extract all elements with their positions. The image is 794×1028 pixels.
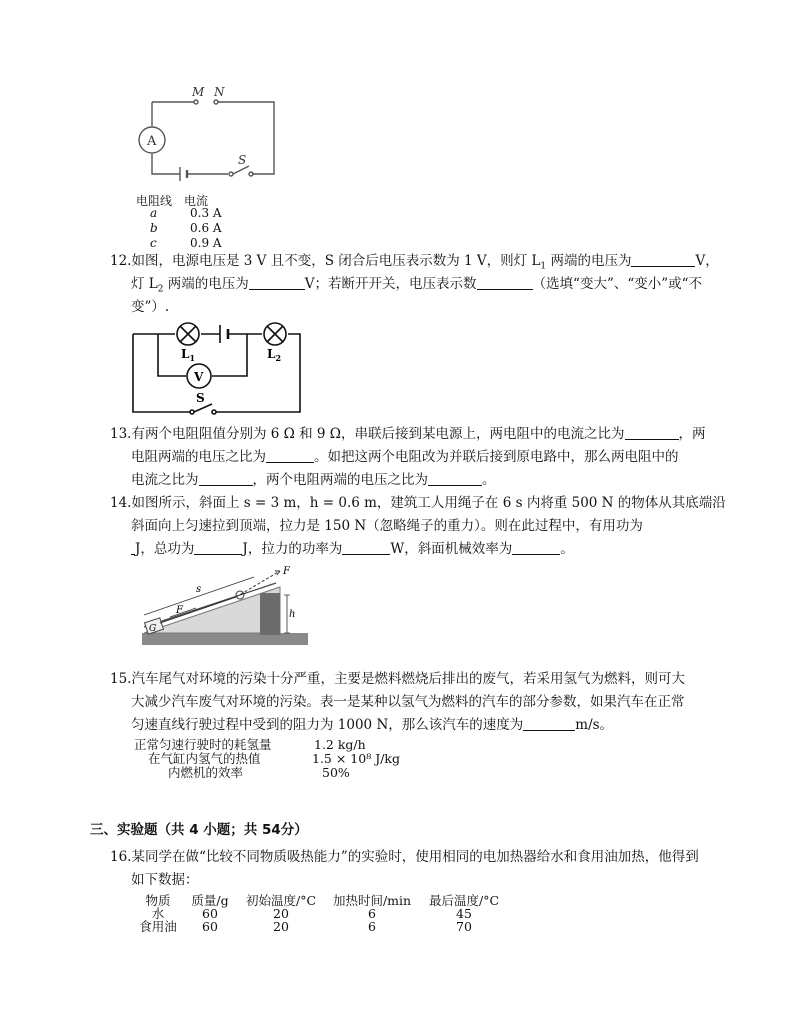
question-16: 16.某同学在做“比较不同物质吸热能力”的实验时，使用相同的电加热器给水和食用油加热，他得到 <box>110 849 699 865</box>
question-13-line3: 电流之比为 ，两个电阻两端的电压之比为 。 <box>131 472 496 488</box>
force-label-top: F <box>283 566 290 577</box>
ammeter-circuit-diagram <box>130 82 290 192</box>
question-15-line3: 匀速直线行驶过程中受到的阻力为 1000 N，那么该汽车的速度为 m/s。 <box>131 717 614 733</box>
incline-diagram <box>140 565 310 647</box>
label-m: M <box>192 85 205 99</box>
answer-blank[interactable] <box>199 471 253 486</box>
answer-blank[interactable] <box>477 275 533 290</box>
answer-blank[interactable] <box>512 540 560 555</box>
table-row: 内燃机的效率 50% <box>168 765 350 780</box>
lamp-l1-label: $L_1$ <box>181 347 196 363</box>
question-number: 14. <box>110 495 132 511</box>
table-row: 水 60 20 6 45 <box>151 906 472 921</box>
question-13: 13.有两个电阻阻值分别为 6 Ω 和 9 Ω，串联后接到某电源上，两电阻中的电流之比为 ，两 <box>110 426 706 442</box>
question-16-line2: 如下数据： <box>131 872 199 888</box>
question-14-line3: J，总功为 J，拉力的功率为 W，斜面机械效率为 。 <box>131 538 574 560</box>
question-number: 16. <box>110 849 132 865</box>
heating-data-table <box>132 894 510 933</box>
table-row: b 0.6 A <box>150 221 222 235</box>
switch-label: S <box>238 153 247 167</box>
table-row: 食用油 60 20 6 70 <box>139 919 472 934</box>
table-row: a 0.3 A <box>150 206 222 220</box>
weight-label: G <box>149 624 157 634</box>
answer-blank[interactable] <box>249 275 305 290</box>
answer-blank[interactable] <box>631 252 695 267</box>
label-n: N <box>214 85 225 99</box>
question-14-line2: 斜面向上匀速拉到顶端，拉力是 150 N（忽略绳子的重力）。则在此过程中，有用功为 <box>131 518 643 534</box>
lamp-circuit-diagram <box>128 322 308 418</box>
question-15: 15.汽车尾气对环境的污染十分严重，主要是燃料燃烧后排出的废气，若采用氢气为燃料，则可大 <box>110 671 685 687</box>
lamp-l2-label: $L_2$ <box>267 347 282 363</box>
table-row: 在气缸内氢气的热值 1.5 × 10⁸ J/kg <box>148 751 400 766</box>
table-row: c 0.9 A <box>150 236 222 250</box>
table-header-row: 物质 质量/g 初始温度/°C 加热时间/min 最后温度/°C <box>145 893 500 908</box>
distance-label: s <box>196 584 202 595</box>
question-12-line3: 变”）. <box>131 299 170 315</box>
answer-blank[interactable] <box>523 716 575 731</box>
wire-table <box>150 206 222 251</box>
question-15-line2: 大减少汽车废气对环境的污染。表一是某种以氢气为燃料的汽车的部分参数，如果汽车在正常 <box>131 694 685 710</box>
question-12-line2: 灯 $L_2$ 两端的电压为 V；若断开开关，电压表示数 （选填“变大”、“变小”或“不 <box>131 276 703 295</box>
voltmeter-label: V <box>194 370 204 384</box>
wire-table-header: 电阻线 电流 <box>136 194 209 208</box>
answer-blank[interactable] <box>194 540 242 555</box>
question-number: 13. <box>110 426 132 442</box>
answer-blank[interactable] <box>266 448 314 463</box>
answer-blank[interactable] <box>428 471 482 486</box>
question-13-line2: 电阻两端的电压之比为 。如把这两个电阻改为并联后接到原电路中，那么两电阻中的 <box>131 449 679 465</box>
question-number: 12. <box>110 253 132 269</box>
table-row: 正常匀速行驶时的耗氢量 1.2 kg/h <box>134 737 366 752</box>
hydrogen-car-params-table <box>134 738 400 780</box>
ammeter-label: A <box>147 134 157 149</box>
switch-label: S <box>196 391 205 405</box>
section-heading: 三、实验题（共 4 小题；共 54分） <box>90 822 308 838</box>
height-label: h <box>289 609 296 620</box>
answer-blank[interactable] <box>625 425 679 440</box>
force-label: F <box>176 605 183 616</box>
question-12: 12.如图，电源电压是 3 V 且不变，S 闭合后电压表示数为 1 V，则灯 $L_1$ 两端的电压为 V， <box>110 253 719 272</box>
answer-blank[interactable] <box>342 540 390 555</box>
question-number: 15. <box>110 671 132 687</box>
question-14: 14.如图所示，斜面上 s = 3 m，h = 0.6 m，建筑工人用绳子在 6 s 内将重 500 N 的物体从其底端沿 <box>110 495 726 511</box>
